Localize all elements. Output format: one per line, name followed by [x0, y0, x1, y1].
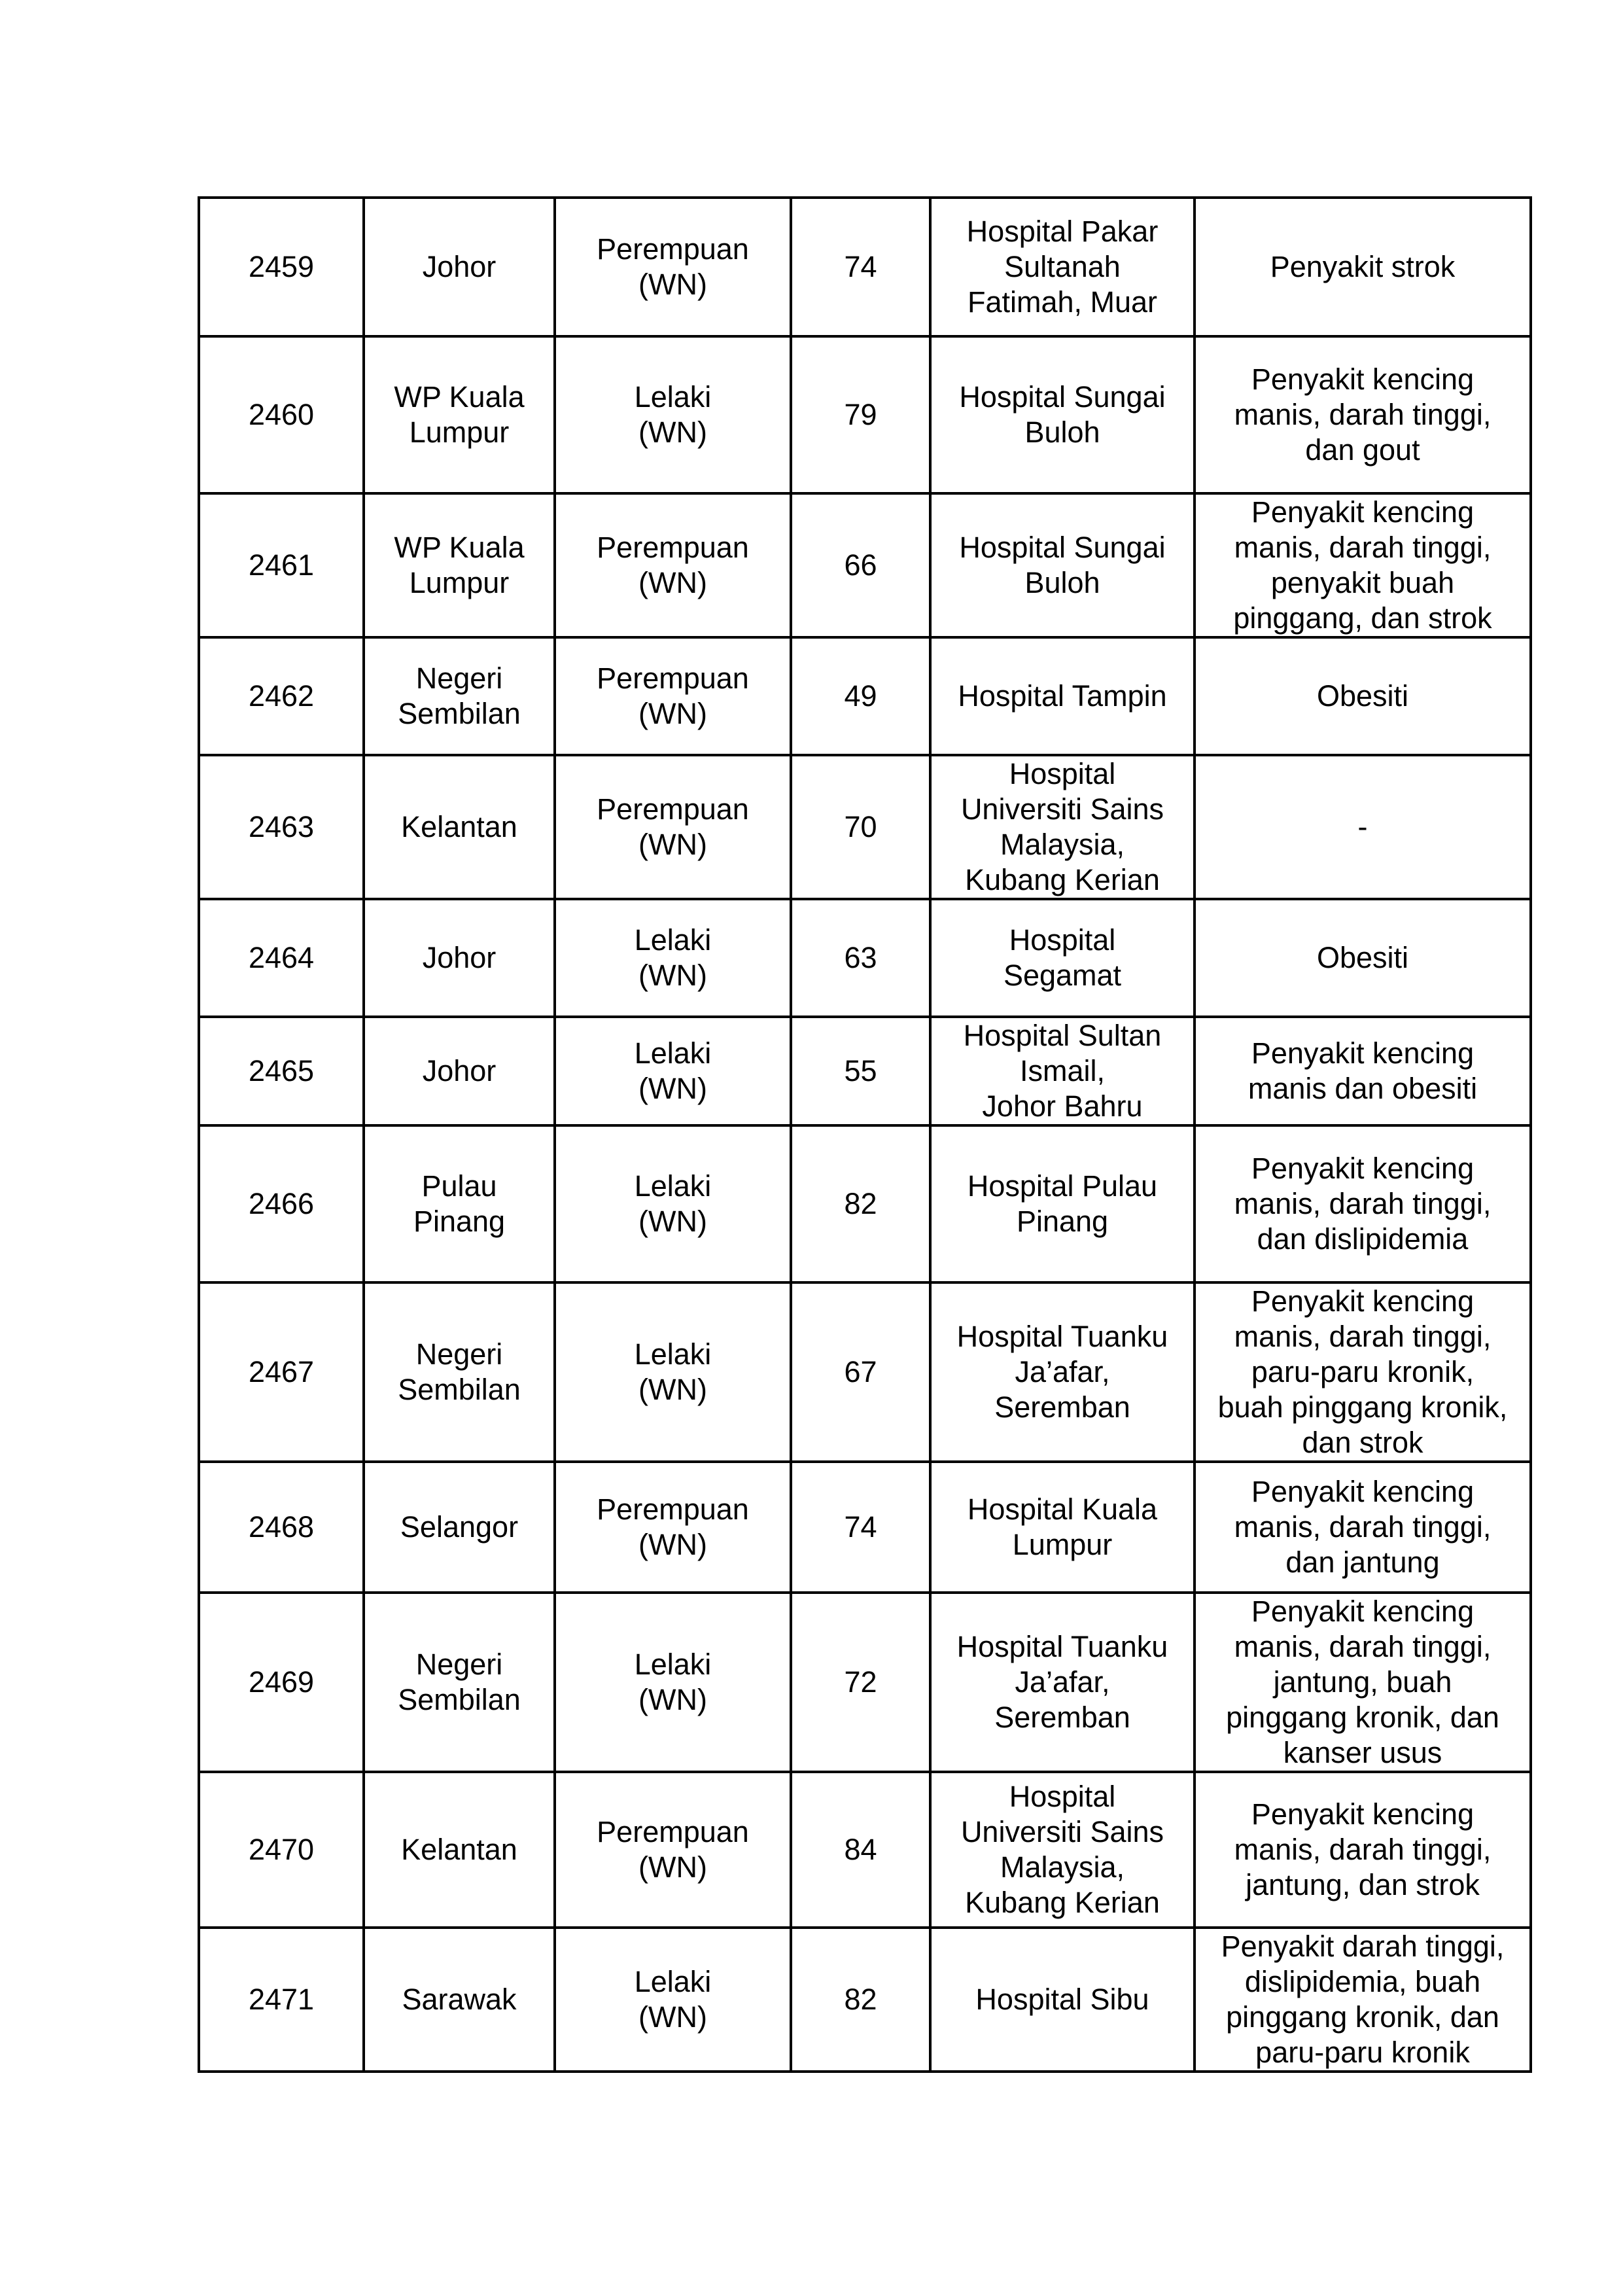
table-row	[199, 1462, 1531, 1593]
state-cell: Negeri Sembilan	[364, 637, 555, 755]
condition-cell: Penyakit darah tinggi, dislipidemia, buah pinggang kronik, dan paru-paru kronik	[1195, 1928, 1531, 2072]
condition-cell: Penyakit kencing manis, darah tinggi, dan jantung	[1195, 1462, 1531, 1593]
state-cell: Selangor	[364, 1462, 555, 1593]
state-cell: Johor	[364, 899, 555, 1017]
hospital-cell: Hospital Pulau Pinang	[930, 1125, 1195, 1282]
condition-cell: Penyakit strok	[1195, 198, 1531, 336]
condition-cell: Penyakit kencing manis, darah tinggi, paru-paru kronik, buah pinggang kronik, dan strok	[1195, 1282, 1531, 1462]
case-number-cell: 2466	[199, 1125, 364, 1282]
case-number-cell: 2462	[199, 637, 364, 755]
case-number-cell: 2460	[199, 336, 364, 493]
age-cell: 74	[791, 1462, 930, 1593]
case-number-cell: 2471	[199, 1928, 364, 2072]
hospital-cell: Hospital Sungai Buloh	[930, 493, 1195, 637]
table-row	[199, 1928, 1531, 2072]
hospital-cell: Hospital Kuala Lumpur	[930, 1462, 1195, 1593]
gender-cell: Lelaki (WN)	[555, 1282, 791, 1462]
gender-cell: Perempuan (WN)	[555, 493, 791, 637]
age-cell: 63	[791, 899, 930, 1017]
state-cell: Negeri Sembilan	[364, 1282, 555, 1462]
gender-cell: Lelaki (WN)	[555, 1125, 791, 1282]
gender-cell: Lelaki (WN)	[555, 1017, 791, 1125]
age-cell: 49	[791, 637, 930, 755]
table-row	[199, 1017, 1531, 1125]
case-number-cell: 2463	[199, 755, 364, 899]
age-cell: 84	[791, 1772, 930, 1928]
condition-cell: Obesiti	[1195, 637, 1531, 755]
gender-cell: Perempuan (WN)	[555, 198, 791, 336]
case-number-cell: 2469	[199, 1593, 364, 1772]
state-cell: WP Kuala Lumpur	[364, 336, 555, 493]
table-row	[199, 1772, 1531, 1928]
hospital-cell: Hospital Tampin	[930, 637, 1195, 755]
case-number-cell: 2459	[199, 198, 364, 336]
gender-cell: Lelaki (WN)	[555, 1593, 791, 1772]
table-row	[199, 493, 1531, 637]
case-table	[198, 196, 1532, 2073]
table-row	[199, 1282, 1531, 1462]
condition-cell: Obesiti	[1195, 899, 1531, 1017]
hospital-cell: Hospital Sibu	[930, 1928, 1195, 2072]
table-row	[199, 1125, 1531, 1282]
state-cell: Johor	[364, 1017, 555, 1125]
condition-cell: Penyakit kencing manis, darah tinggi, jantung, dan strok	[1195, 1772, 1531, 1928]
case-number-cell: 2464	[199, 899, 364, 1017]
age-cell: 79	[791, 336, 930, 493]
age-cell: 82	[791, 1928, 930, 2072]
age-cell: 72	[791, 1593, 930, 1772]
state-cell: WP Kuala Lumpur	[364, 493, 555, 637]
gender-cell: Lelaki (WN)	[555, 899, 791, 1017]
age-cell: 55	[791, 1017, 930, 1125]
age-cell: 70	[791, 755, 930, 899]
gender-cell: Perempuan (WN)	[555, 755, 791, 899]
state-cell: Negeri Sembilan	[364, 1593, 555, 1772]
hospital-cell: Hospital Tuanku Ja’afar, Seremban	[930, 1282, 1195, 1462]
gender-cell: Lelaki (WN)	[555, 336, 791, 493]
hospital-cell: Hospital Tuanku Ja’afar, Seremban	[930, 1593, 1195, 1772]
state-cell: Pulau Pinang	[364, 1125, 555, 1282]
table-row	[199, 637, 1531, 755]
condition-cell: Penyakit kencing manis dan obesiti	[1195, 1017, 1531, 1125]
table-row	[199, 755, 1531, 899]
condition-cell: Penyakit kencing manis, darah tinggi, penyakit buah pinggang, dan strok	[1195, 493, 1531, 637]
gender-cell: Perempuan (WN)	[555, 1462, 791, 1593]
case-number-cell: 2465	[199, 1017, 364, 1125]
table-row	[199, 198, 1531, 336]
state-cell: Kelantan	[364, 1772, 555, 1928]
condition-cell: Penyakit kencing manis, darah tinggi, jantung, buah pinggang kronik, dan kanser usus	[1195, 1593, 1531, 1772]
condition-cell: Penyakit kencing manis, darah tinggi, dan dislipidemia	[1195, 1125, 1531, 1282]
condition-cell: -	[1195, 755, 1531, 899]
hospital-cell: Hospital Sungai Buloh	[930, 336, 1195, 493]
table-row	[199, 1593, 1531, 1772]
hospital-cell: Hospital Universiti Sains Malaysia, Kubang Kerian	[930, 755, 1195, 899]
gender-cell: Perempuan (WN)	[555, 637, 791, 755]
case-number-cell: 2467	[199, 1282, 364, 1462]
hospital-cell: Hospital Sultan Ismail, Johor Bahru	[930, 1017, 1195, 1125]
age-cell: 82	[791, 1125, 930, 1282]
state-cell: Sarawak	[364, 1928, 555, 2072]
case-number-cell: 2470	[199, 1772, 364, 1928]
table-row	[199, 336, 1531, 493]
state-cell: Kelantan	[364, 755, 555, 899]
case-number-cell: 2468	[199, 1462, 364, 1593]
gender-cell: Perempuan (WN)	[555, 1772, 791, 1928]
state-cell: Johor	[364, 198, 555, 336]
table-row	[199, 899, 1531, 1017]
age-cell: 74	[791, 198, 930, 336]
age-cell: 67	[791, 1282, 930, 1462]
gender-cell: Lelaki (WN)	[555, 1928, 791, 2072]
case-number-cell: 2461	[199, 493, 364, 637]
condition-cell: Penyakit kencing manis, darah tinggi, dan gout	[1195, 336, 1531, 493]
age-cell: 66	[791, 493, 930, 637]
hospital-cell: Hospital Pakar Sultanah Fatimah, Muar	[930, 198, 1195, 336]
hospital-cell: Hospital Segamat	[930, 899, 1195, 1017]
hospital-cell: Hospital Universiti Sains Malaysia, Kubang Kerian	[930, 1772, 1195, 1928]
